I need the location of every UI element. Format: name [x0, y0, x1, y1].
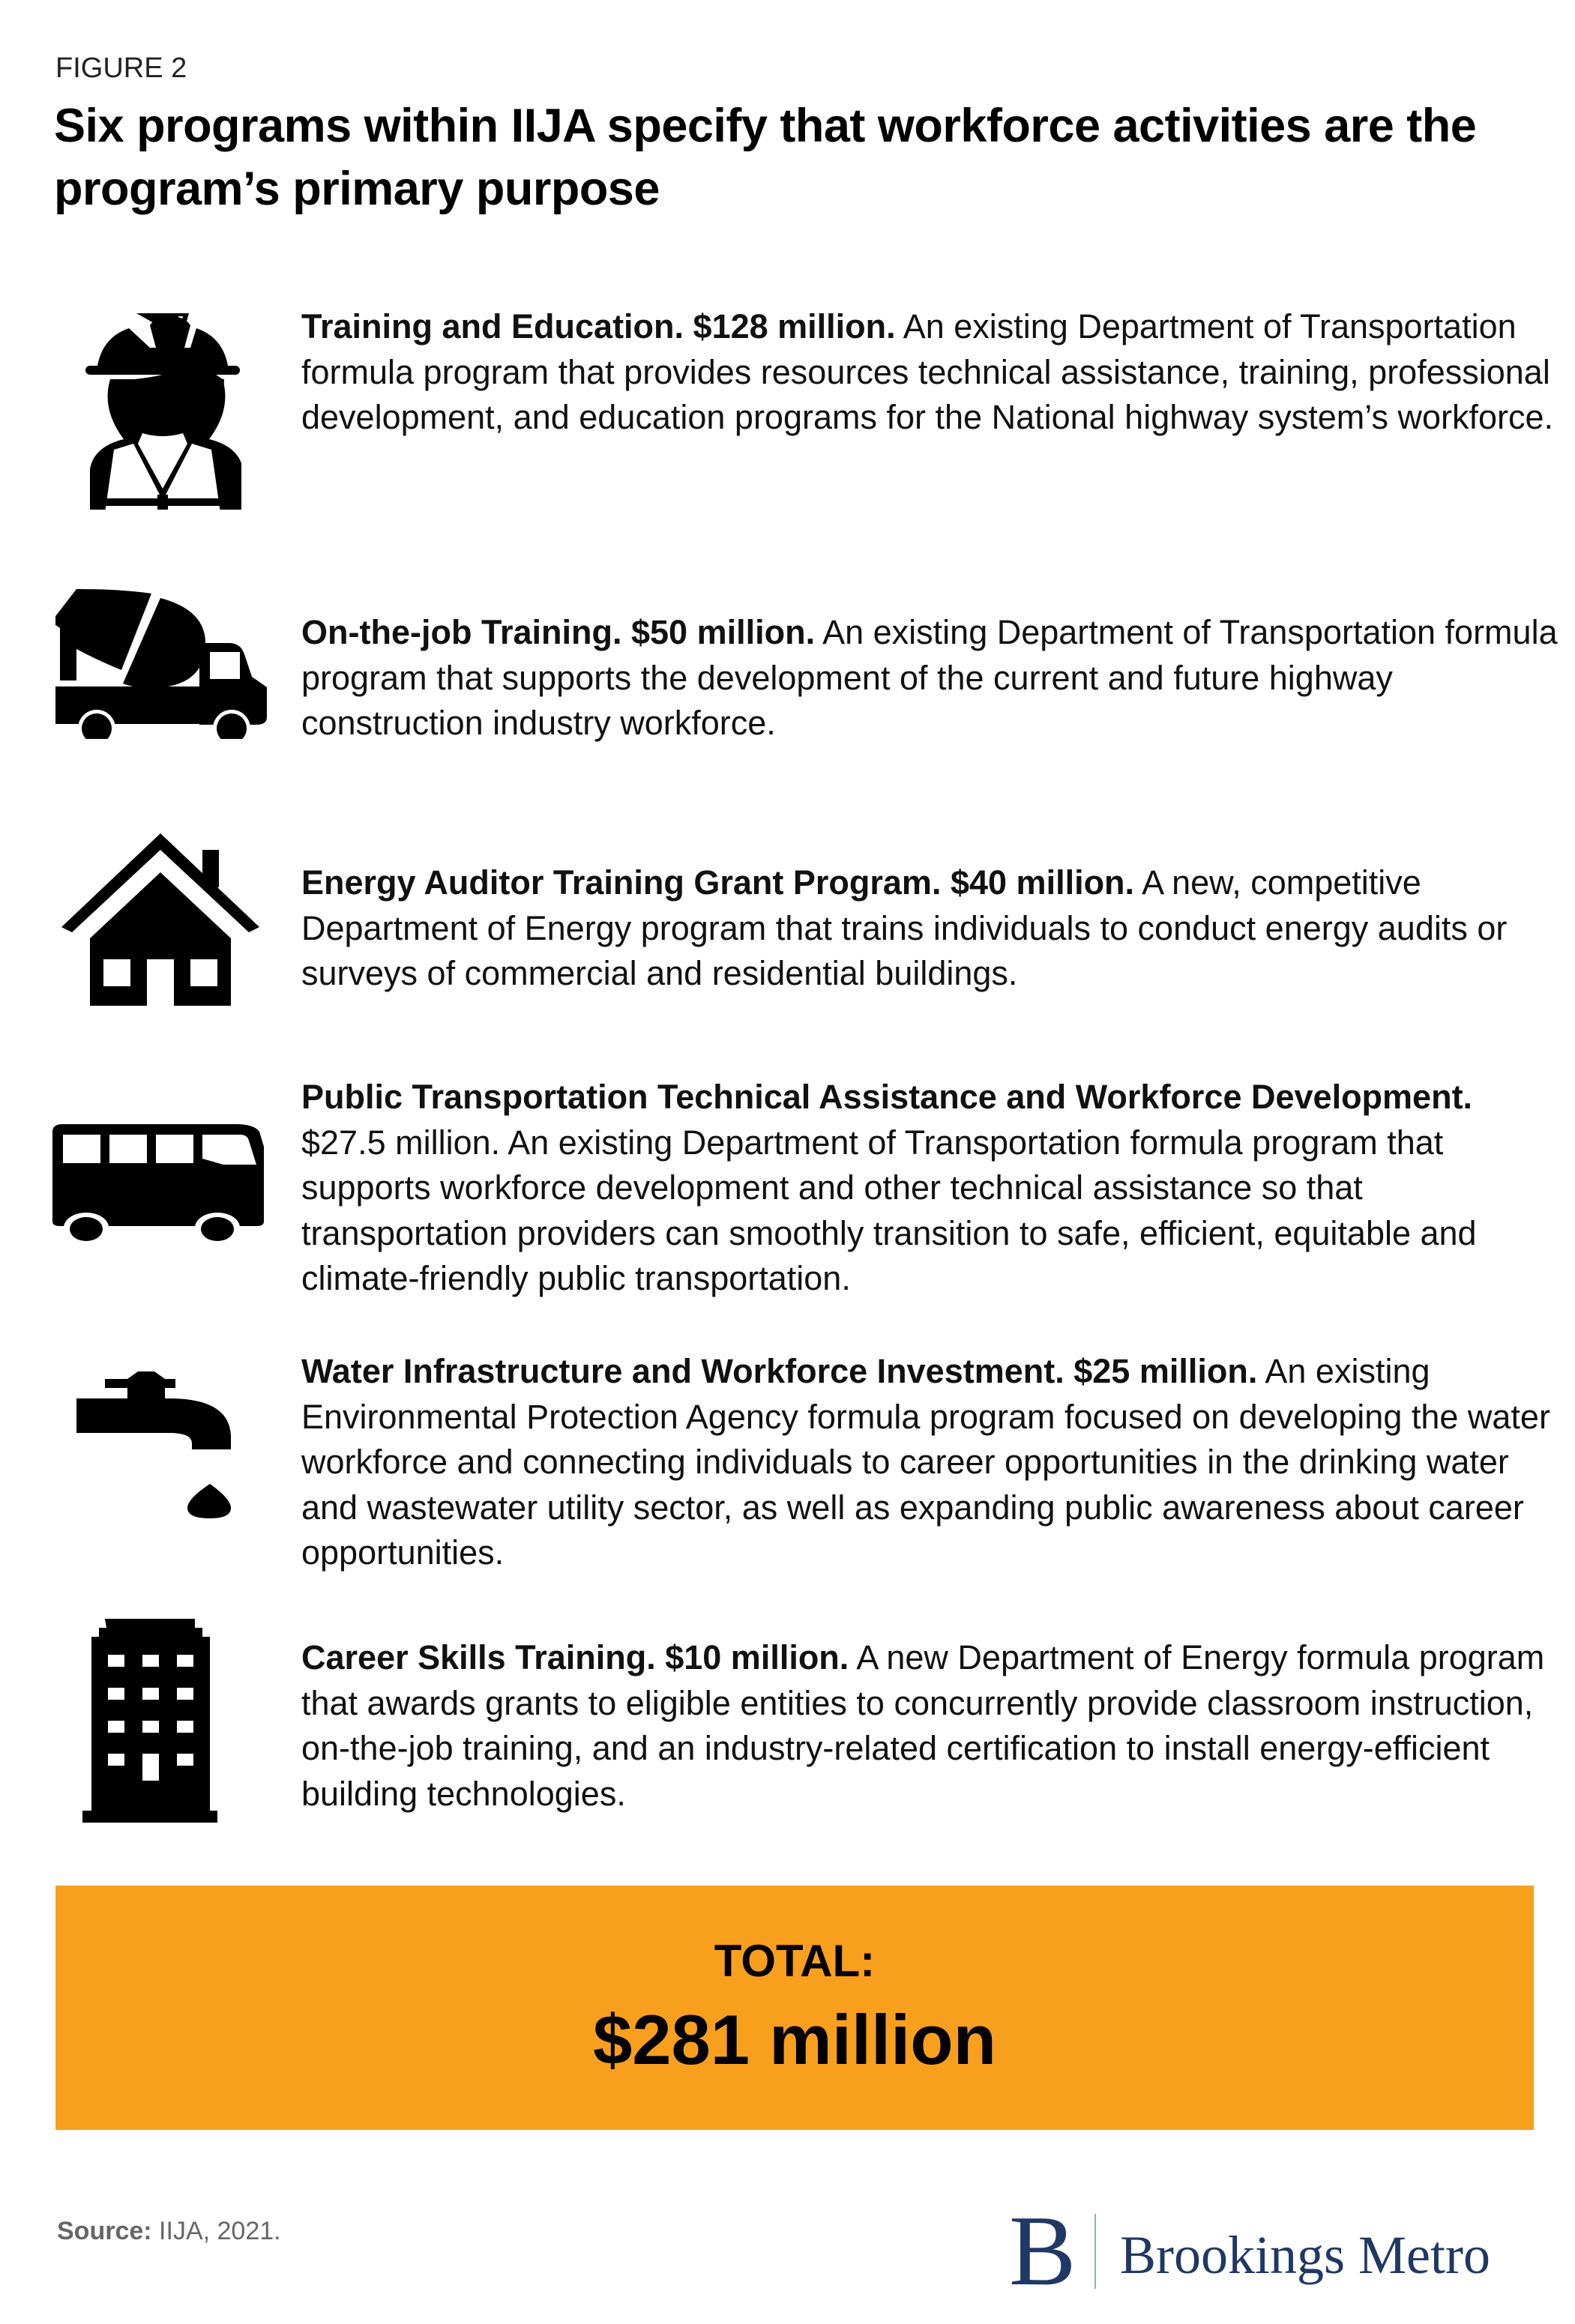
figure-title: Six programs within IIJA specify that workforce activities are the program’s primary purpose — [54, 100, 1477, 215]
program-description: An existing Department of Transportation formula program that provides resources technical assistance, training, professional development, and education programs for the National highway system’s workforce. — [301, 307, 1554, 436]
program-item-water-infrastructure — [301, 1349, 1561, 1576]
brookings-metro-logo — [1009, 2195, 1534, 2306]
program-item-energy-auditor — [301, 860, 1561, 997]
program-name: Energy Auditor Training Grant Program. — [301, 863, 942, 902]
program-item-career-skills — [301, 1635, 1561, 1817]
program-amount: $27.5 million. — [301, 1123, 501, 1162]
program-amount: $10 million. — [665, 1638, 849, 1676]
cement-mixer-truck-icon — [55, 589, 267, 739]
program-item-training-education — [301, 304, 1561, 441]
construction-worker-icon — [84, 307, 241, 510]
program-name: Training and Education. — [301, 307, 684, 345]
program-amount: $50 million. — [630, 613, 816, 651]
office-building-icon — [82, 1619, 217, 1823]
total-value: $281 million — [592, 2000, 997, 2079]
bus-icon — [52, 1124, 264, 1244]
logo-mark: B — [1009, 2195, 1076, 2306]
program-name: Career Skills Training. — [301, 1638, 656, 1676]
logo-text: Brookings Metro — [1120, 2225, 1490, 2285]
total-box — [55, 1886, 1534, 2130]
program-item-public-transportation — [301, 1075, 1561, 1302]
program-description: An existing Environmental Protection Agency formula program focused on developing the water workforce and connecting individuals to career opportunities in the drinking water and wastewater utility sector, as well as expanding public awareness about career opportunities. — [301, 1352, 1550, 1572]
source-note — [57, 2217, 281, 2246]
logo-divider — [1094, 2214, 1096, 2289]
program-description: An existing Department of Transportation formula program that supports the development of the current and future highway construction industry workforce. — [301, 613, 1558, 742]
house-icon — [61, 833, 259, 1006]
program-name: On-the-job Training. — [301, 613, 622, 651]
total-label: TOTAL: — [714, 1936, 876, 1986]
program-description: A new, competitive Department of Energy program that trains individuals to conduct energy audits or surveys of commercial and residential buildings. — [301, 863, 1508, 992]
source-label: Source: — [57, 2217, 152, 2245]
program-amount: $40 million. — [950, 863, 1135, 902]
program-amount: $25 million. — [1073, 1352, 1258, 1390]
program-name: Public Transportation Technical Assistance and Workforce Development. — [301, 1078, 1473, 1116]
source-text: IIJA, 2021. — [159, 2217, 281, 2245]
program-name: Water Infrastructure and Workforce Investment. — [301, 1352, 1064, 1390]
program-description: A new Department of Energy formula program that awards grants to eligible entities to concurrently provide classroom instruction, on-the-job training, and an industry-related certification to install energy-efficient building technologies. — [301, 1638, 1545, 1813]
water-tap-icon — [76, 1371, 231, 1553]
program-description: An existing Department of Transportation formula program that supports workforce development and other technical assistance so that transportation providers can smoothly transition to safe, efficient, equitable and climate-friendly public transportation. — [301, 1123, 1477, 1297]
figure-label: FIGURE 2 — [55, 52, 187, 84]
program-amount: $128 million. — [693, 307, 896, 345]
program-item-on-the-job-training — [301, 610, 1561, 746]
